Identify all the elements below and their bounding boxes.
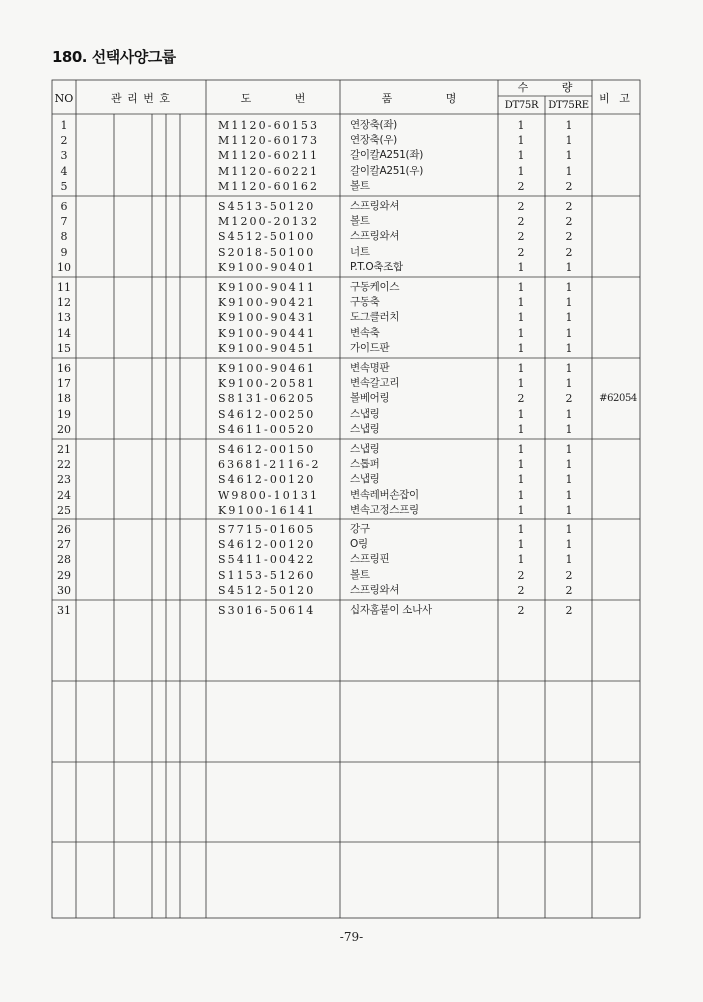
quantity-dt75r: 1 xyxy=(517,407,525,421)
drawing-number: K9100-90421 xyxy=(218,296,317,310)
quantity-dt75re: 1 xyxy=(565,538,573,552)
drawing-number: K9100-90431 xyxy=(218,311,317,325)
quantity-dt75re: 1 xyxy=(565,164,573,178)
quantity-dt75re: 1 xyxy=(565,377,573,391)
drawing-number: M1120-60153 xyxy=(218,119,320,132)
quantity-dt75r: 1 xyxy=(517,119,525,132)
drawing-number: S8131-06205 xyxy=(218,392,316,406)
drawing-number: M1200-20132 xyxy=(218,215,320,229)
row-number: 18 xyxy=(57,392,71,406)
part-name: 강구 xyxy=(350,523,370,535)
quantity-dt75r: 1 xyxy=(517,260,525,274)
part-name: 스냅링 xyxy=(350,407,380,420)
header-drawing-number: 도 번 xyxy=(240,92,306,105)
quantity-dt75r: 1 xyxy=(517,488,525,502)
drawing-number: S4512-50120 xyxy=(218,583,316,597)
quantity-dt75re: 1 xyxy=(565,311,573,325)
row-number: 11 xyxy=(57,281,71,294)
drawing-number: K9100-90401 xyxy=(218,260,317,274)
quantity-dt75r: 1 xyxy=(517,134,525,148)
quantity-dt75r: 1 xyxy=(517,296,525,310)
quantity-dt75re: 1 xyxy=(565,488,573,502)
quantity-dt75r: 1 xyxy=(517,311,525,325)
row-number: 10 xyxy=(57,260,71,274)
row-number: 17 xyxy=(57,377,71,391)
drawing-number: K9100-20581 xyxy=(218,377,317,391)
part-name: 구동케이스 xyxy=(350,281,400,293)
part-name: 볼트 xyxy=(350,179,370,192)
quantity-dt75re: 1 xyxy=(565,458,573,472)
quantity-dt75re: 1 xyxy=(565,407,573,421)
row-number: 22 xyxy=(57,458,71,472)
quantity-dt75r: 2 xyxy=(517,200,525,213)
drawing-number: S5411-00422 xyxy=(218,553,316,567)
row-number: 12 xyxy=(57,296,71,310)
part-name: 변속갈고리 xyxy=(350,377,400,390)
drawing-number: S3016-50614 xyxy=(218,604,316,617)
quantity-dt75r: 2 xyxy=(517,604,525,617)
quantity-dt75r: 1 xyxy=(517,523,525,536)
row-number: 13 xyxy=(57,311,71,325)
quantity-dt75re: 1 xyxy=(565,134,573,148)
row-number: 26 xyxy=(57,523,71,536)
part-name: 볼트 xyxy=(350,568,370,581)
part-name: 볼트 xyxy=(350,215,370,228)
part-name: O링 xyxy=(350,538,368,551)
drawing-number: 63681-2116-2 xyxy=(218,458,321,472)
quantity-dt75re: 2 xyxy=(565,230,573,244)
part-name: 도그클러치 xyxy=(350,311,400,324)
quantity-dt75re: 1 xyxy=(565,260,573,274)
quantity-dt75r: 2 xyxy=(517,245,525,259)
row-number: 20 xyxy=(57,422,71,436)
row-number: 29 xyxy=(57,568,71,582)
part-name: 스냅링 xyxy=(350,473,380,486)
part-name: 스프링와셔 xyxy=(350,230,400,243)
quantity-dt75r: 1 xyxy=(517,341,525,355)
quantity-dt75r: 1 xyxy=(517,443,525,456)
quantity-dt75re: 1 xyxy=(565,119,573,132)
quantity-dt75r: 1 xyxy=(517,164,525,178)
drawing-number: W9800-10131 xyxy=(218,488,320,502)
quantity-dt75r: 2 xyxy=(517,583,525,597)
header-model-dt75re: DT75RE xyxy=(548,100,589,111)
part-name: 스톱퍼 xyxy=(350,458,380,471)
part-name: 볼베어링 xyxy=(350,392,390,405)
part-name: 가이드판 xyxy=(350,341,390,354)
quantity-dt75r: 1 xyxy=(517,553,525,567)
drawing-number: S4513-50120 xyxy=(218,200,316,213)
quantity-dt75re: 1 xyxy=(565,553,573,567)
drawing-number: S4612-00250 xyxy=(218,407,316,421)
part-name: 변속고정스프링 xyxy=(350,503,419,516)
part-name: 변속레버손잡이 xyxy=(350,488,419,501)
part-name: 갈이칼A251(우) xyxy=(350,164,423,177)
drawing-number: S4611-00520 xyxy=(218,422,316,436)
drawing-number: M1120-60211 xyxy=(218,149,320,163)
quantity-dt75r: 1 xyxy=(517,149,525,163)
row-number: 1 xyxy=(60,119,68,132)
part-name: 스프링와셔 xyxy=(350,583,400,596)
part-name: P.T.O축조합 xyxy=(350,260,403,273)
header-remarks: 비 고 xyxy=(599,92,633,105)
row-number: 8 xyxy=(60,230,68,244)
quantity-dt75r: 1 xyxy=(517,377,525,391)
drawing-number: M1120-60221 xyxy=(218,164,320,178)
page-number: -79- xyxy=(339,930,364,944)
part-name: 스프링핀 xyxy=(350,553,390,566)
part-name: 연장축(좌) xyxy=(350,119,397,131)
quantity-dt75re: 2 xyxy=(565,200,573,213)
quantity-dt75re: 1 xyxy=(565,443,573,456)
quantity-dt75re: 1 xyxy=(565,473,573,487)
quantity-dt75r: 1 xyxy=(517,362,525,375)
row-number: 9 xyxy=(60,245,68,259)
quantity-dt75r: 1 xyxy=(517,422,525,436)
part-name: 스냅링 xyxy=(350,443,380,455)
row-number: 21 xyxy=(57,443,71,456)
quantity-dt75re: 1 xyxy=(565,362,573,375)
header-management-number: 관 리 번 호 xyxy=(111,92,171,105)
quantity-dt75re: 1 xyxy=(565,523,573,536)
header-quantity: 수 량 xyxy=(517,81,573,94)
row-number: 25 xyxy=(57,503,71,517)
drawing-number: K9100-90441 xyxy=(218,326,317,340)
quantity-dt75re: 2 xyxy=(565,245,573,259)
header-no: NO xyxy=(54,92,74,105)
row-number: 7 xyxy=(60,215,68,229)
part-name: 스프링와셔 xyxy=(350,200,400,212)
quantity-dt75re: 1 xyxy=(565,422,573,436)
page-title: 180. 선택사양그룹 xyxy=(52,48,176,66)
quantity-dt75r: 1 xyxy=(517,281,525,294)
drawing-number: K9100-90451 xyxy=(218,341,317,355)
row-number: 31 xyxy=(57,604,71,617)
row-number: 27 xyxy=(57,538,71,552)
header-model-dt75r: DT75R xyxy=(504,100,539,111)
quantity-dt75r: 2 xyxy=(517,568,525,582)
drawing-number: S4512-50100 xyxy=(218,230,316,244)
part-name: 변속명판 xyxy=(350,362,390,374)
row-number: 5 xyxy=(60,179,68,193)
drawing-number: S4612-00120 xyxy=(218,538,316,552)
drawing-number: M1120-60162 xyxy=(218,179,320,193)
drawing-number: S1153-51260 xyxy=(218,568,316,582)
part-name: 십자홈붙이 소나사 xyxy=(350,604,432,616)
drawing-number: S4612-00120 xyxy=(218,473,316,487)
quantity-dt75re: 1 xyxy=(565,296,573,310)
part-name: 변속축 xyxy=(350,326,380,339)
quantity-dt75r: 1 xyxy=(517,458,525,472)
row-number: 19 xyxy=(57,407,71,421)
quantity-dt75re: 2 xyxy=(565,179,573,193)
row-number: 14 xyxy=(57,326,71,340)
row-number: 24 xyxy=(57,488,71,502)
row-number: 2 xyxy=(60,134,68,148)
row-number: 15 xyxy=(57,341,71,355)
drawing-number: S4612-00150 xyxy=(218,443,316,456)
drawing-number: S2018-50100 xyxy=(218,245,316,259)
header-part-name: 품 명 xyxy=(381,92,457,105)
part-name: 너트 xyxy=(350,245,370,258)
part-name: 갈이칼A251(좌) xyxy=(350,149,423,162)
quantity-dt75r: 2 xyxy=(517,230,525,244)
quantity-dt75re: 2 xyxy=(565,604,573,617)
quantity-dt75re: 1 xyxy=(565,149,573,163)
quantity-dt75re: 2 xyxy=(565,215,573,229)
part-name: 스냅링 xyxy=(350,422,380,435)
quantity-dt75r: 2 xyxy=(517,179,525,193)
drawing-number: K9100-16141 xyxy=(218,503,317,517)
quantity-dt75r: 1 xyxy=(517,473,525,487)
part-name: 구동축 xyxy=(350,296,380,309)
quantity-dt75r: 1 xyxy=(517,326,525,340)
row-number: 23 xyxy=(57,473,71,487)
quantity-dt75re: 1 xyxy=(565,326,573,340)
quantity-dt75r: 1 xyxy=(517,538,525,552)
drawing-number: M1120-60173 xyxy=(218,134,320,148)
row-number: 4 xyxy=(60,164,68,178)
quantity-dt75r: 2 xyxy=(517,215,525,229)
row-number: 28 xyxy=(57,553,71,567)
drawing-number: K9100-90461 xyxy=(218,362,317,375)
quantity-dt75re: 2 xyxy=(565,583,573,597)
drawing-number: S7715-01605 xyxy=(218,523,316,536)
part-name: 연장축(우) xyxy=(350,134,397,147)
row-number: 3 xyxy=(60,149,68,163)
quantity-dt75re: 1 xyxy=(565,341,573,355)
row-number: 30 xyxy=(57,583,71,597)
drawing-number: K9100-90411 xyxy=(218,281,317,294)
quantity-dt75re: 2 xyxy=(565,392,573,406)
quantity-dt75re: 1 xyxy=(565,281,573,294)
row-number: 16 xyxy=(57,362,71,375)
remarks: #62054 xyxy=(599,393,637,405)
row-number: 6 xyxy=(60,200,68,213)
quantity-dt75re: 1 xyxy=(565,503,573,517)
quantity-dt75re: 2 xyxy=(565,568,573,582)
quantity-dt75r: 1 xyxy=(517,503,525,517)
quantity-dt75r: 2 xyxy=(517,392,525,406)
